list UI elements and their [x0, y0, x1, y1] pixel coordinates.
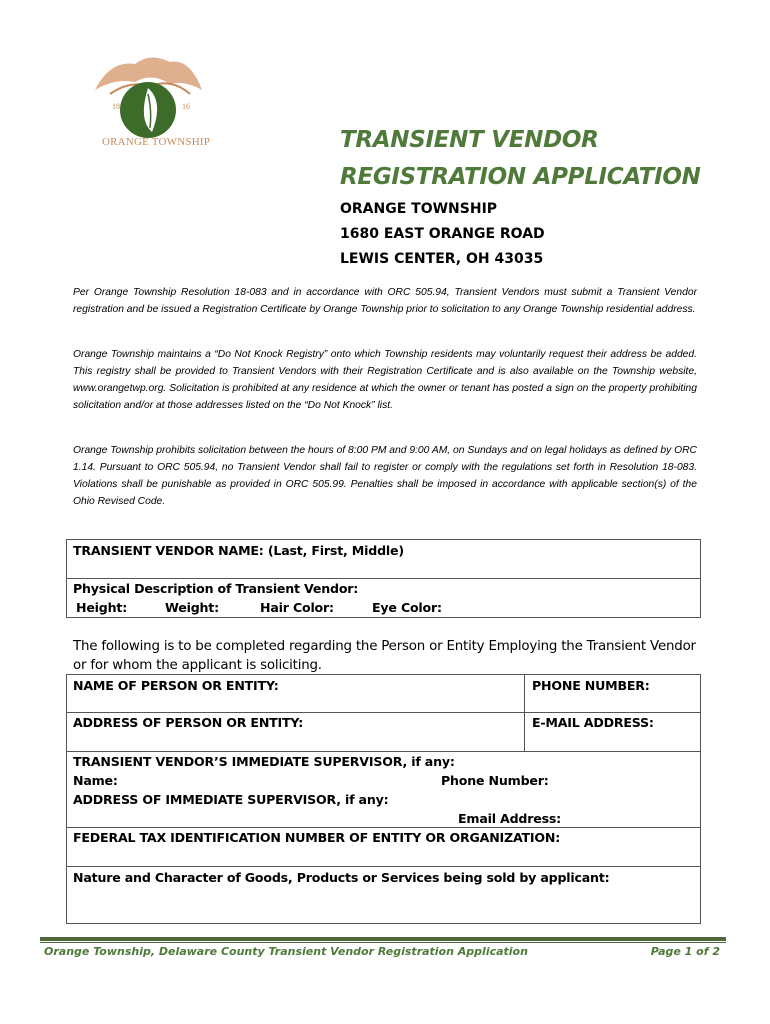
title-line-1: TRANSIENT VENDOR	[340, 127, 599, 153]
footer-title: Orange Township, Delaware County Transient Vendor Registration Application	[44, 945, 528, 958]
goods-services-field[interactable]: Nature and Character of Goods, Products or Services being sold by applicant:	[73, 870, 610, 885]
vendor-box-divider	[66, 578, 701, 579]
resolution-paragraph: Per Orange Township Resolution 18-083 and in accordance with ORC 505.94, Transient Vendors must submit a Transient Vendor registration and be issued a Registration Certificate by Orange Township prior to solicitation to any Orange Township residential address.	[73, 287, 697, 315]
entity-address-field[interactable]: ADDRESS OF PERSON OR ENTITY:	[73, 715, 304, 730]
page-number: Page 1 of 2	[650, 945, 720, 958]
employer-row-divider-1	[66, 712, 701, 713]
logo-year-right: 16	[182, 102, 190, 111]
email-address-field[interactable]: E-MAIL ADDRESS:	[532, 715, 654, 730]
employer-intro: The following is to be completed regarding the Person or Entity Employing the Transient Vendor or for whom the applicant is soliciting.	[73, 639, 696, 673]
township-seal-icon	[90, 50, 210, 140]
township-logo	[90, 50, 210, 158]
supervisor-address-field[interactable]: ADDRESS OF IMMEDIATE SUPERVISOR, if any:	[73, 792, 389, 807]
weight-field[interactable]: Weight:	[165, 600, 219, 615]
footer-rule-thin	[40, 942, 726, 943]
logo-year-left: 18	[112, 102, 120, 111]
employer-row-divider-4	[66, 866, 701, 867]
height-field[interactable]: Height:	[76, 600, 128, 615]
hair-color-field[interactable]: Hair Color:	[260, 600, 334, 615]
phone-number-field[interactable]: PHONE NUMBER:	[532, 678, 650, 693]
do-not-knock-paragraph: Orange Township maintains a “Do Not Knock Registry” onto which Township residents may voluntarily request their address be added. This registry shall be provided to Transient Vendors with their Registration Certificate and is also available on the Township website, www.orangetwp.org. Solicitation is prohibited at any residence at which the owner or tenant has posted a sign on the property prohibiting solicitation and/or at those addresses listed on the “Do Not Knock” list.	[73, 349, 697, 411]
logo-name: ORANGE TOWNSHIP	[102, 136, 211, 148]
tax-id-field[interactable]: FEDERAL TAX IDENTIFICATION NUMBER OF ENTITY OR ORGANIZATION:	[73, 830, 561, 845]
eye-color-field[interactable]: Eye Color:	[372, 600, 442, 615]
address-line-2: 1680 EAST ORANGE ROAD	[340, 226, 545, 242]
address-line-3: LEWIS CENTER, OH 43035	[340, 251, 544, 267]
footer-rule-thick	[40, 937, 726, 941]
supervisor-email-field[interactable]: Email Address:	[458, 811, 561, 826]
address-line-1: ORANGE TOWNSHIP	[340, 201, 498, 217]
supervisor-name-field[interactable]: Name:	[73, 773, 118, 788]
title-line-2: REGISTRATION APPLICATION	[340, 164, 701, 190]
physical-description-label: Physical Description of Transient Vendor:	[73, 581, 359, 596]
supervisor-label: TRANSIENT VENDOR’S IMMEDIATE SUPERVISOR, if any:	[73, 754, 455, 769]
hours-paragraph: Orange Township prohibits solicitation between the hours of 8:00 PM and 9:00 AM, on Sundays and on legal holidays as defined by ORC 1.14. Pursuant to ORC 505.94, no Transient Vendor shall fail to register or comply with the regulations set forth in Resolution 18-083. Violations shall be punishable as provided in ORC 505.99. Penalties shall be imposed in accordance with applicable section(s) of the Ohio Revised Code.	[73, 445, 697, 507]
employer-row-divider-2	[66, 751, 701, 752]
entity-name-field[interactable]: NAME OF PERSON OR ENTITY:	[73, 678, 279, 693]
vendor-name-field[interactable]: TRANSIENT VENDOR NAME: (Last, First, Middle)	[73, 543, 404, 558]
employer-row-divider-3	[66, 827, 701, 828]
supervisor-phone-field[interactable]: Phone Number:	[441, 773, 549, 788]
